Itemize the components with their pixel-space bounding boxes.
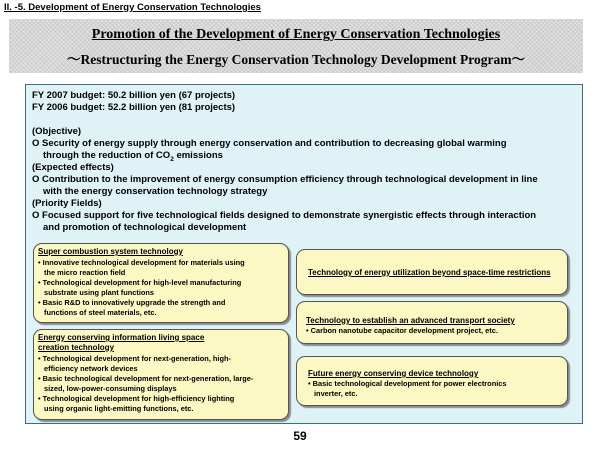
objective-line2-post: emissions [173,150,223,161]
energy-info-title-line2: creation technology [38,343,115,352]
box-space-time [296,249,568,295]
box-super-combustion [33,243,289,323]
box-transport [296,301,568,344]
super-combustion-line: • Innovative technological development for materials using [38,258,245,267]
expected-effects-heading: (Expected effects) [32,162,114,173]
super-combustion-line: • Basic R&D to innovatively upgrade the strength and [38,298,226,307]
priority-fields-bullet-line1: O Focused support for five technological fields designed to demonstrate synergistic effects through interaction [32,210,537,221]
super-combustion-line: the micro reaction field [44,268,126,277]
main-panel [25,84,583,424]
energy-info-title-line1: Energy conserving information living space [38,333,205,342]
box-energy-info-living [33,329,289,420]
device-line: • Basic technological development for power electronics [308,379,507,388]
device-title: Future energy conserving device technology [308,369,479,378]
priority-fields-bullet-line2: and promotion of technological development [43,222,247,233]
budget-fy2007: FY 2007 budget: 50.2 billion yen (67 projects) [32,90,236,101]
title-line-1: Promotion of the Development of Energy Conservation Technologies [91,27,501,42]
super-combustion-line: substrate using plant functions [44,288,155,297]
objective-bullet-line1: O Security of energy supply through energy conservation and contribution to decreasing global warming [32,138,507,149]
energy-info-line: • Technological development for next-generation, high- [38,354,231,363]
transport-title: Technology to establish an advanced transport society [306,316,515,325]
expected-effects-bullet-line1: O Contribution to the improvement of energy consumption efficiency through technological development in line [32,174,538,185]
section-header: II. -5. Development of Energy Conservation Technologies [4,2,261,13]
energy-info-line: • Basic technological development for next-generation, large- [38,374,254,383]
co2-subscript: 2 [170,155,174,163]
energy-info-line: efficiency network devices [44,364,138,373]
device-line: inverter, etc. [314,389,358,398]
budget-fy2006: FY 2006 budget: 52.2 billion yen (81 projects) [32,102,236,113]
energy-info-line: using organic light-emitting functions, etc. [44,404,194,413]
energy-info-line: • Technological development for high-efficiency lighting [38,394,235,403]
super-combustion-line: functions of steel materials, etc. [44,308,157,317]
space-time-title: Technology of energy utilization beyond space-time restrictions [308,268,551,277]
box-device [296,356,568,406]
transport-line: • Carbon nanotube capacitor development project, etc. [306,326,498,335]
super-combustion-line: • Technological development for high-level manufacturing [38,278,242,287]
super-combustion-title: Super combustion system technology [38,247,183,256]
expected-effects-bullet-line2: with the energy conservation technology strategy [43,186,268,197]
priority-fields-heading: (Priority Fields) [32,198,102,209]
page-number: 59 [293,429,307,443]
objective-line2-pre: through the reduction of CO [43,150,171,161]
title-banner [9,19,583,73]
energy-info-line: sized, low-power-consuming displays [44,384,177,393]
objective-heading: (Objective) [32,126,82,137]
title-line-2: ～Restructuring the Energy Conservation Technology Development Program～ [67,52,525,67]
